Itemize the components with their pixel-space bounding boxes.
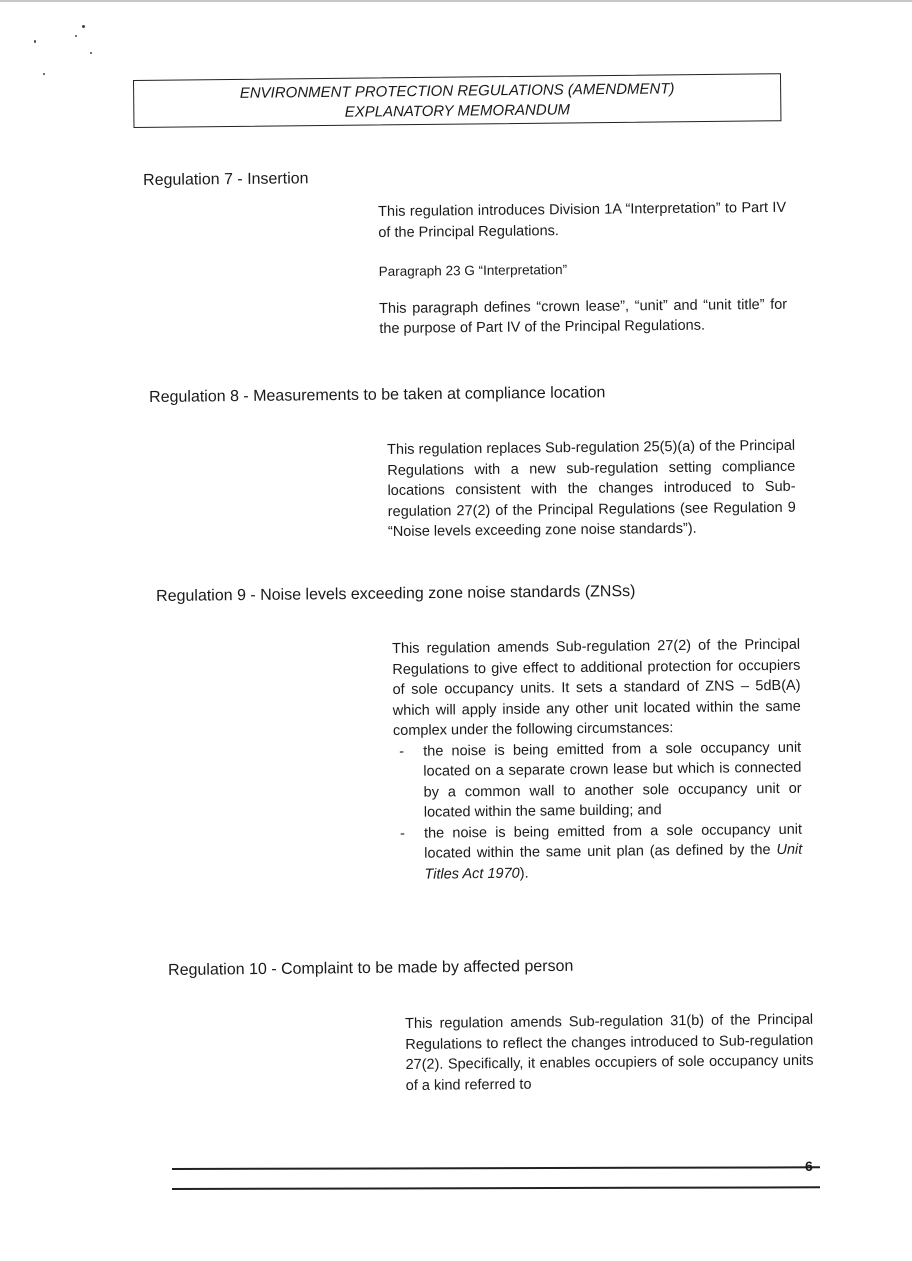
footer-rule (172, 1186, 820, 1189)
section-body (378, 198, 787, 340)
list-item-text: ). (519, 865, 529, 882)
section-body (387, 436, 796, 543)
section-heading: Regulation 9 - Noise levels exceeding zone noise standards (ZNSs) (156, 582, 636, 605)
paragraph: This regulation replaces Sub-regulation 25(5)(a) of the Principal Regulations with a new sub-regulation setting compliance locations consistent with the changes introduced to Sub-regulation 27(2) of the Principal Regulations (see Regulation 9 “Noise levels exceeding zone noise standards”). (387, 437, 796, 540)
section-body (392, 635, 803, 885)
list-item (394, 819, 803, 885)
paragraph: This regulation introduces Division 1A “Interpretation” to Part IV of the Principal Regulations. (378, 199, 787, 241)
sub-heading: Paragraph 23 G “Interpretation” (378, 262, 568, 279)
scan-edge-line (0, 0, 912, 2)
scan-speck (75, 35, 77, 37)
document-title-box (133, 73, 781, 128)
document-subtitle: EXPLANATORY MEMORANDUM (344, 101, 571, 121)
condition-list (393, 737, 802, 885)
section-heading: Regulation 10 - Complaint to be made by affected person (168, 957, 574, 979)
list-item-text: the noise is being emitted from a sole occupancy unit located within the same unit plan (as defined by the (423, 821, 803, 862)
section-body (405, 1010, 814, 1096)
section-heading: Regulation 8 - Measurements to be taken at compliance location (149, 384, 606, 406)
scan-speck (34, 40, 36, 43)
document-title: ENVIRONMENT PROTECTION REGULATIONS (AMENDMENT) (239, 80, 675, 102)
footer-rule (172, 1166, 820, 1169)
scan-speck (82, 25, 85, 28)
paragraph: This regulation amends Sub-regulation 27(2) of the Principal Regulations to give effect to additional protection for occupiers of sole occupancy units. It sets a standard of ZNS – 5dB(A) which will apply inside any other unit located within the same complex under the following circumstances: (392, 636, 801, 739)
paragraph: This paragraph defines “crown lease”, “unit” and “unit title” for the purpose of Part IV of the Principal Regulations. (379, 296, 788, 337)
section-heading: Regulation 7 - Insertion (143, 170, 309, 189)
scan-speck (43, 73, 45, 75)
scan-speck (90, 52, 92, 54)
list-item: - the noise is being emitted from a sole occupancy unit located on a separate crown lease but which is connected by a common wall to another sole occupancy unit or located within the same building; and (393, 737, 802, 823)
paragraph: This regulation amends Sub-regulation 31(b) of the Principal Regulations to reflect the changes introduced to Sub-regulation 27(2). Specifically, it enables occupiers of sole occupancy units of a kind referred to (405, 1011, 814, 1094)
act-title: Unit Titles Act 1970 (424, 841, 803, 883)
page-number: 6 (805, 1158, 813, 1174)
